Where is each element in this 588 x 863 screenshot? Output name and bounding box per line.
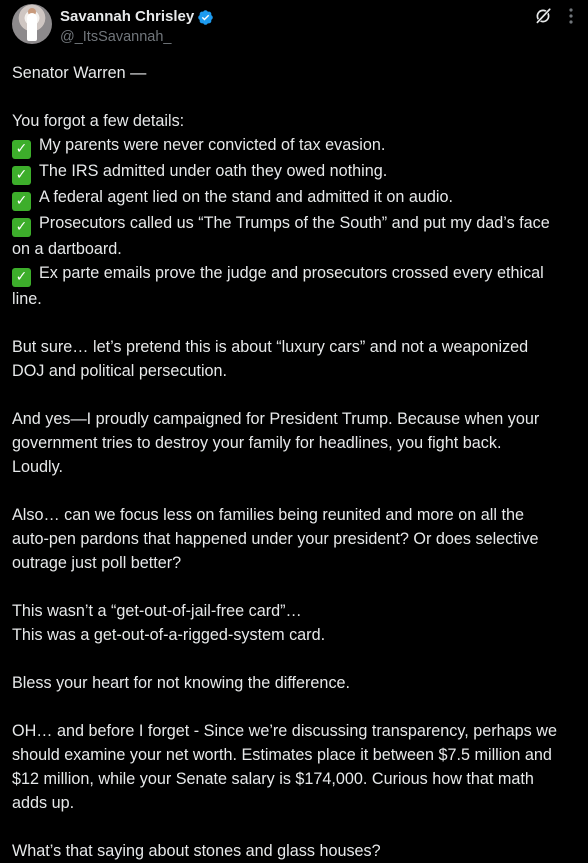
tweet-line <box>12 237 582 261</box>
avatar-figure <box>27 13 37 41</box>
tweet-line-text: outrage just poll better? <box>12 554 182 572</box>
grok-icon[interactable] <box>534 7 552 25</box>
tweet-line <box>12 551 582 575</box>
tweet-line <box>12 479 582 503</box>
tweet-line <box>12 623 582 647</box>
tweet-line-text: And yes—I proudly campaigned for President Trump. Because when your <box>12 410 540 428</box>
tweet-line <box>12 133 582 159</box>
author-display-name[interactable]: Savannah Chrisley <box>60 8 195 25</box>
tweet-line-text: on a dartboard. <box>12 240 122 258</box>
tweet-line <box>12 767 582 791</box>
tweet-line-text: This was a get-out-of-a-rigged-system card. <box>12 626 326 644</box>
author-name-row[interactable] <box>60 7 214 27</box>
check-mark-button-icon: ✓ <box>12 192 31 211</box>
tweet-line-text: But sure… let’s pretend this is about “luxury cars” and not a weaponized <box>12 338 529 356</box>
tweet-line <box>12 61 582 85</box>
tweet-line <box>12 431 582 455</box>
tweet-line <box>12 287 582 311</box>
tweet-line <box>12 261 582 287</box>
tweet-line-text: government tries to destroy your family for headlines, you fight back. <box>12 434 502 452</box>
more-options-icon[interactable] <box>562 6 580 26</box>
tweet-line-text: My parents were never convicted of tax evasion. <box>39 136 386 154</box>
avatar[interactable] <box>12 4 52 44</box>
tweet-line <box>12 791 582 815</box>
tweet-line-text: Also… can we focus less on families being reunited and more on all the <box>12 506 524 524</box>
tweet-line-text: should examine your net worth. Estimates place it between $7.5 million and <box>12 746 552 764</box>
tweet-line <box>12 815 582 839</box>
tweet-line-text: Ex parte emails prove the judge and prosecutors crossed every ethical <box>39 264 544 282</box>
tweet-line-text: Bless your heart for not knowing the difference. <box>12 674 351 692</box>
tweet-line-text: OH… and before I forget - Since we’re discussing transparency, perhaps we <box>12 722 557 740</box>
tweet-line <box>12 311 582 335</box>
tweet-line <box>12 527 582 551</box>
tweet-line <box>12 359 582 383</box>
tweet-line-text: line. <box>12 290 42 308</box>
check-mark-button-icon: ✓ <box>12 140 31 159</box>
tweet-line-text: adds up. <box>12 794 75 812</box>
tweet-line <box>12 575 582 599</box>
tweet-line <box>12 85 582 109</box>
tweet-line <box>12 109 582 133</box>
tweet-line <box>12 695 582 719</box>
check-mark-button-icon: ✓ <box>12 218 31 237</box>
tweet-text <box>12 61 582 863</box>
tweet-line-text: $12 million, while your Senate salary is $174,000. Curious how that math <box>12 770 534 788</box>
tweet-line <box>12 671 582 695</box>
tweet-line-text: auto-pen pardons that happened under your president? Or does selective <box>12 530 539 548</box>
tweet-line-text: Prosecutors called us “The Trumps of the South” and put my dad’s face <box>39 214 550 232</box>
tweet-line <box>12 647 582 671</box>
author-handle[interactable]: @_ItsSavannah_ <box>60 29 172 45</box>
tweet-line-text: DOJ and political persecution. <box>12 362 228 380</box>
tweet-line <box>12 159 582 185</box>
tweet-line <box>12 455 582 479</box>
tweet-line-text: The IRS admitted under oath they owed nothing. <box>39 162 388 180</box>
check-mark-button-icon: ✓ <box>12 166 31 185</box>
tweet-line <box>12 839 582 863</box>
tweet-line <box>12 335 582 359</box>
tweet-line <box>12 211 582 237</box>
tweet-line <box>12 599 582 623</box>
tweet-line-text: Loudly. <box>12 458 63 476</box>
tweet-line-text: Senator Warren — <box>12 64 147 82</box>
tweet-line <box>12 383 582 407</box>
tweet-line <box>12 503 582 527</box>
tweet-line <box>12 743 582 767</box>
tweet-line-text: This wasn’t a “get-out-of-jail-free card”… <box>12 602 302 620</box>
tweet-line <box>12 185 582 211</box>
tweet-line-text: A federal agent lied on the stand and admitted it on audio. <box>39 188 453 206</box>
tweet-line <box>12 719 582 743</box>
check-mark-button-icon: ✓ <box>12 268 31 287</box>
tweet-header <box>0 0 588 60</box>
verified-badge-icon <box>197 9 214 26</box>
tweet-line-text: What’s that saying about stones and glass houses? <box>12 842 381 860</box>
tweet-line <box>12 407 582 431</box>
tweet-line-text: You forgot a few details: <box>12 112 185 130</box>
